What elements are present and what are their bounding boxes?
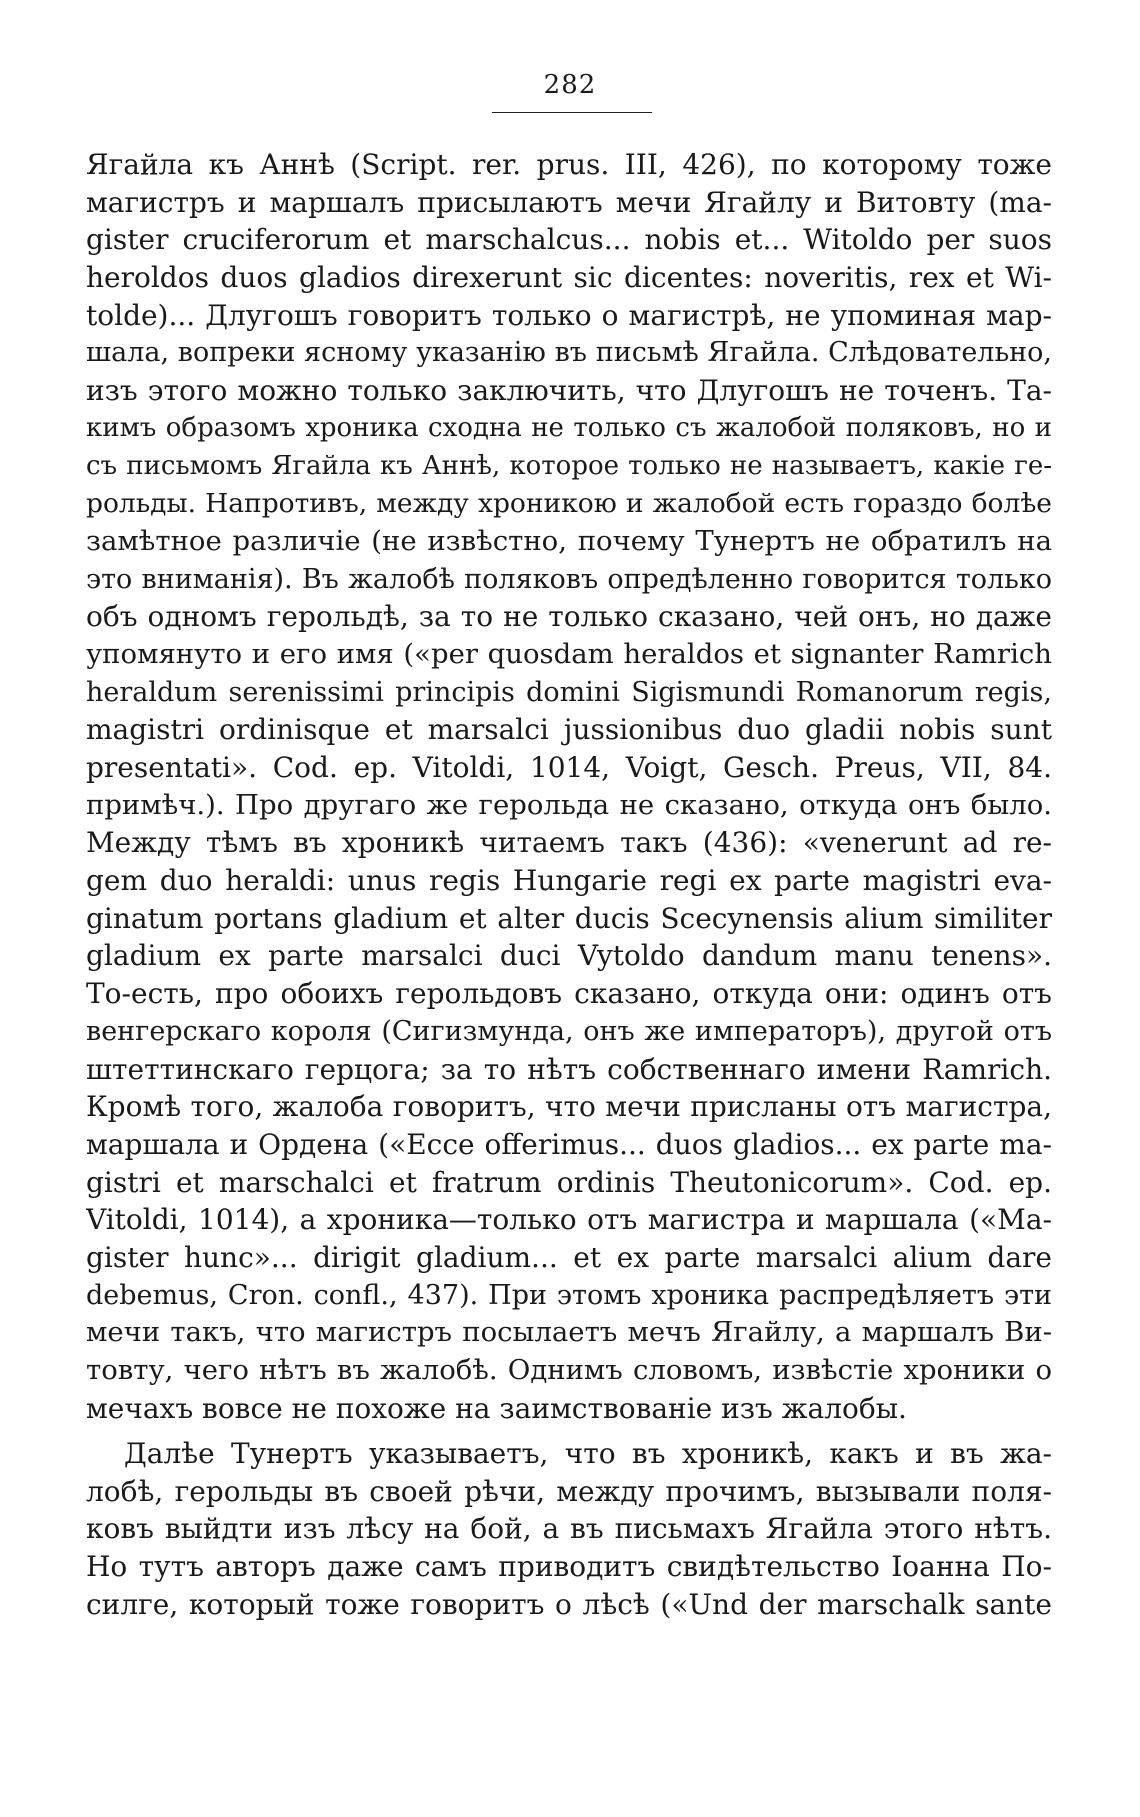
- paragraph-2: [86, 1435, 1052, 1623]
- text-line: примѣч.). Про другаго же герольда не сказано, откуда онъ было.: [86, 788, 1052, 821]
- text-line: замѣтное различіе (не извѣстно, почему Тунертъ не обратилъ на: [86, 524, 1052, 557]
- text-line: gistri et marschalci et fratrum ordinis Theutonicorum». Cod. ep.: [86, 1165, 1052, 1199]
- text-line: debemus, Cron. confl., 437). При этомъ хроника распредѣляетъ эти: [86, 1279, 1052, 1311]
- text-line: объ одномъ герольдѣ, за то не только сказано, чей онъ, но даже: [86, 600, 1052, 634]
- text-line: Ягайла къ Аннѣ (Script. rer. prus. III, 426), по которому тоже: [86, 148, 1052, 181]
- text-line: gladium ex parte marsalci duci Vytoldo dandum manu tenens».: [86, 939, 1052, 973]
- text-line: изъ этого можно только заключить, что Длугошъ не точенъ. Та-: [86, 374, 1052, 408]
- text-line: магистръ и маршалъ присылаютъ мечи Ягайлу и Витовту (ma-: [86, 185, 1052, 219]
- text-line: товту, чего нѣтъ въ жалобѣ. Однимъ словомъ, извѣстіе хроники о: [86, 1354, 1052, 1386]
- text-line: tolde)... Длугошъ говоритъ только о магистрѣ, не упоминая мар-: [86, 298, 1052, 332]
- text-line: Между тѣмъ въ хроникѣ читаемъ такъ (436): «venerunt ad re-: [86, 826, 1052, 860]
- text-line: ковъ выйдти изъ лѣсу на бой, а въ письмахъ Ягайла этого нѣтъ.: [86, 1512, 1052, 1546]
- text-line: gister cruciferorum et marschalcus... nobis et... Witoldo per suos: [86, 223, 1052, 257]
- text-line: gister hunc»... dirigit gladium... et ex parte marsalci alium dare: [86, 1240, 1052, 1274]
- text-line: Но тутъ авторъ даже самъ приводитъ свидѣтельство Іоанна По-: [86, 1550, 1052, 1584]
- text-line: То-есть, про обоихъ герольдовъ сказано, откуда они: одинъ отъ: [86, 977, 1052, 1011]
- text-line: съ письмомъ Ягайла къ Аннѣ, которое только не называетъ, какіе ге-: [86, 450, 1052, 481]
- text-line: шала, вопреки ясному указанію въ письмѣ Ягайла. Слѣдовательно,: [86, 337, 1052, 369]
- text-line: кимъ образомъ хроника сходна не только съ жалобой поляковъ, но и: [86, 412, 1052, 443]
- text-line: мечи такъ, что магистръ посылаетъ мечъ Ягайлу, а маршалъ Ви-: [86, 1316, 1052, 1349]
- text-line: gem duo heraldi: unus regis Hungarie regi ex parte magistri eva-: [86, 864, 1052, 898]
- text-line: Vitoldi, 1014), а хроника—только отъ магистра и маршала («Ma-: [86, 1203, 1052, 1237]
- text-line: heroldos duos gladios direxerunt sic dicentes: noveritis, rex et Wi-: [86, 261, 1052, 295]
- text-line: presentati». Cod. ep. Vitoldi, 1014, Voigt, Gesch. Preus, VII, 84.: [86, 751, 1052, 784]
- page-number: 282: [543, 70, 597, 100]
- text-line: ginatum portans gladium et alter ducis Scecynensis alium similiter: [86, 901, 1052, 935]
- text-line: силге, который тоже говоритъ о лѣсѣ («Und der marschalk sante: [86, 1587, 1052, 1621]
- page-number-rule: [492, 112, 652, 113]
- text-line: Далѣе Тунертъ указываетъ, что въ хроникѣ, какъ и въ жа-: [124, 1437, 1052, 1470]
- text-line: мечахъ вовсе не похоже на заимствованіе изъ жалобы.: [86, 1391, 907, 1425]
- text-line: heraldum serenissimi principis domini Sigismundi Romanorum regis,: [86, 676, 1052, 708]
- text-line: венгерскаго короля (Сигизмунда, онъ же императоръ), другой отъ: [86, 1015, 1052, 1047]
- text-line: штеттинскаго герцога; за то нѣтъ собственнаго имени Ramrich.: [86, 1052, 1052, 1086]
- text-line: лобѣ, герольды въ своей рѣчи, между прочимъ, вызывали поля-: [86, 1474, 1052, 1508]
- text-line: это вниманія). Въ жалобѣ поляковъ опредѣленно говорится только: [86, 563, 1052, 595]
- text-line: упомянуто и его имя («per quosdam heraldos et signanter Ramrich: [86, 637, 1052, 670]
- text-line: маршала и Ордена («Ecce offerimus... duos gladios... ex parte ma-: [86, 1127, 1052, 1161]
- text-line: рольды. Напротивъ, между хроникою и жалобой есть гораздо болѣе: [86, 488, 1052, 520]
- text-line: Кромѣ того, жалоба говоритъ, что мечи присланы отъ магистра,: [86, 1090, 1052, 1124]
- text-line: magistri ordinisque et marsalci jussionibus duo gladii nobis sunt: [86, 713, 1052, 747]
- paragraph-1: [86, 146, 1052, 1427]
